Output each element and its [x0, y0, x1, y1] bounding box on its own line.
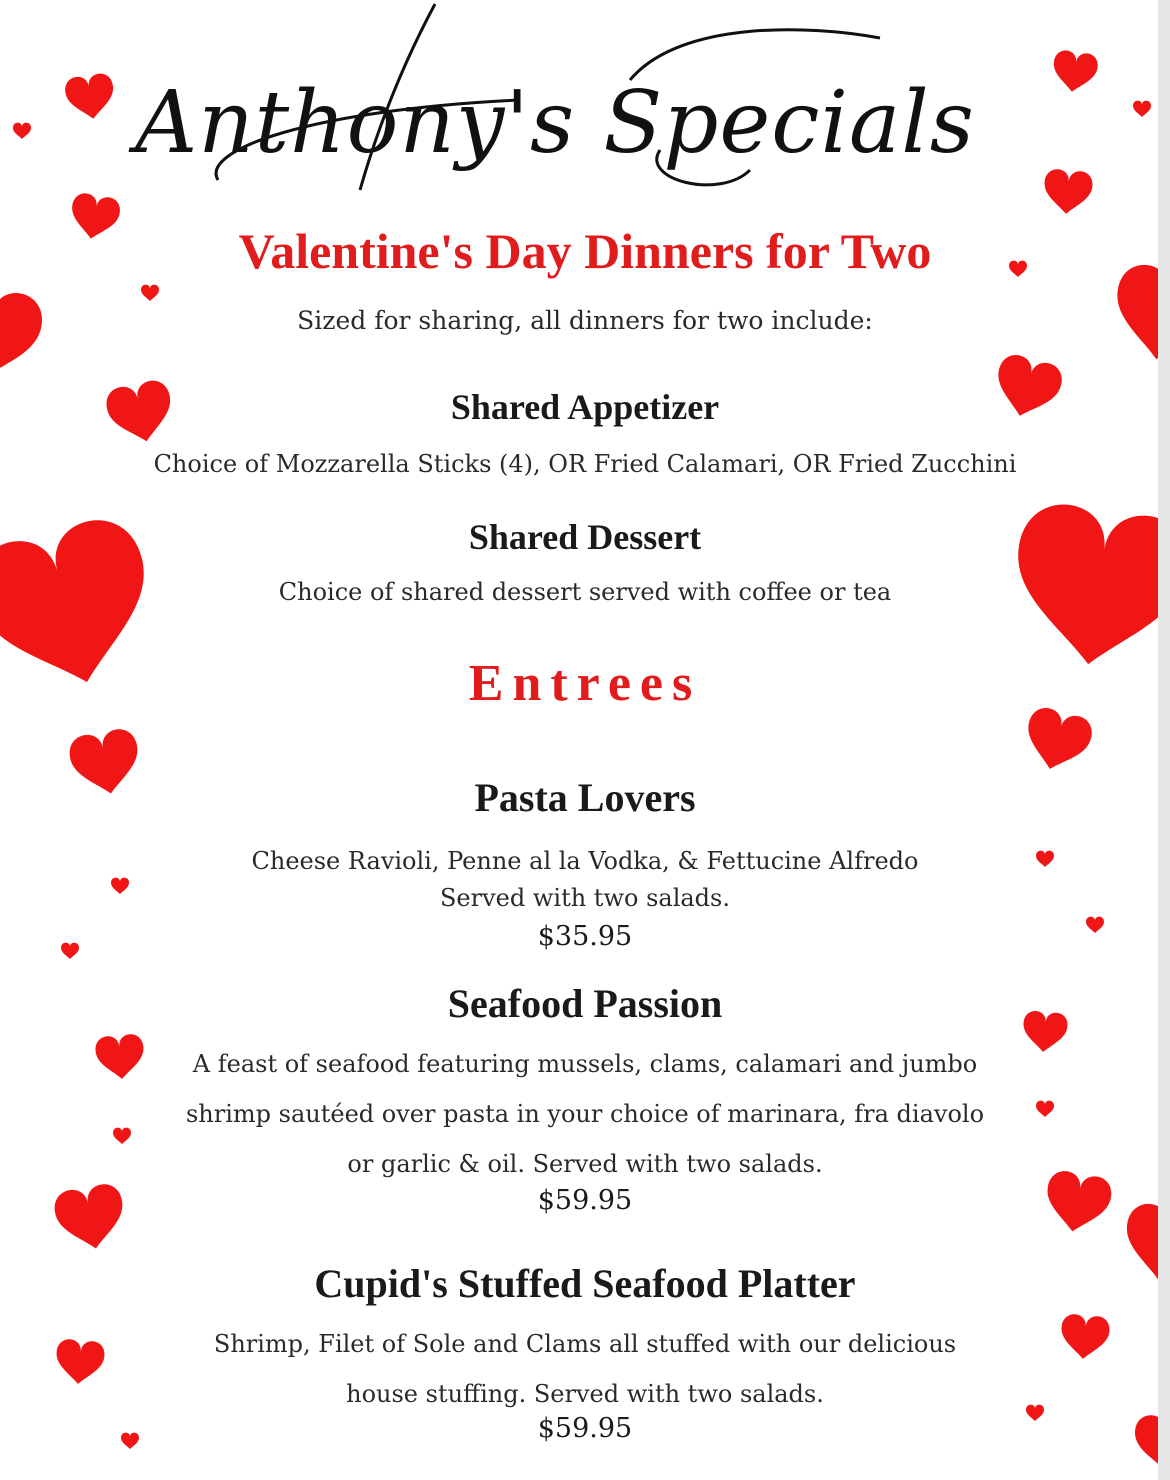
entree-desc-line: Shrimp, Filet of Sole and Clams all stuffed with our delicious: [213, 1330, 957, 1358]
page-title: Valentine's Day Dinners for Two: [238, 223, 932, 279]
shared-dessert-title: Shared Dessert: [468, 517, 702, 557]
entree-price: $59.95: [537, 1413, 633, 1444]
entree-cupids-platter: [0, 1260, 1170, 1444]
page-subtitle: Sized for sharing, all dinners for two include:: [297, 306, 873, 335]
entree-desc: [0, 843, 1170, 917]
entree-desc-line: A feast of seafood featuring mussels, clams, calamari and jumbo: [192, 1050, 978, 1078]
shared-dessert-desc: Choice of shared dessert served with coffee or tea: [278, 578, 892, 606]
entree-desc-line: Served with two salads.: [439, 884, 730, 912]
entree-desc-line: Cheese Ravioli, Penne al la Vodka, & Fettucine Alfredo: [251, 847, 919, 875]
entree-seafood-passion: [0, 980, 1170, 1216]
entree-title: Seafood Passion: [447, 981, 723, 1026]
entree-price: $35.95: [537, 921, 633, 952]
entree-desc-line: or garlic & oil. Served with two salads.: [347, 1150, 823, 1178]
entree-title: Pasta Lovers: [474, 775, 696, 820]
shared-appetizer-desc: Choice of Mozzarella Sticks (4), OR Fried Calamari, OR Fried Zucchini: [153, 450, 1017, 478]
entree-desc: [0, 1319, 1170, 1419]
entree-desc-line: shrimp sautéed over pasta in your choice of marinara, fra diavolo: [185, 1100, 985, 1128]
entree-price: $59.95: [537, 1185, 633, 1216]
entree-pasta-lovers: [0, 774, 1170, 952]
entree-title: Cupid's Stuffed Seafood Platter: [314, 1261, 856, 1306]
entrees-heading: Entrees: [468, 655, 702, 712]
logo: [135, 0, 975, 215]
shared-appetizer-title: Shared Appetizer: [450, 387, 720, 427]
logo-text: Anthony's Specials: [135, 73, 975, 173]
entree-desc: [0, 1039, 1170, 1189]
logo-script: [135, 0, 975, 215]
entree-desc-line: house stuffing. Served with two salads.: [346, 1380, 824, 1408]
